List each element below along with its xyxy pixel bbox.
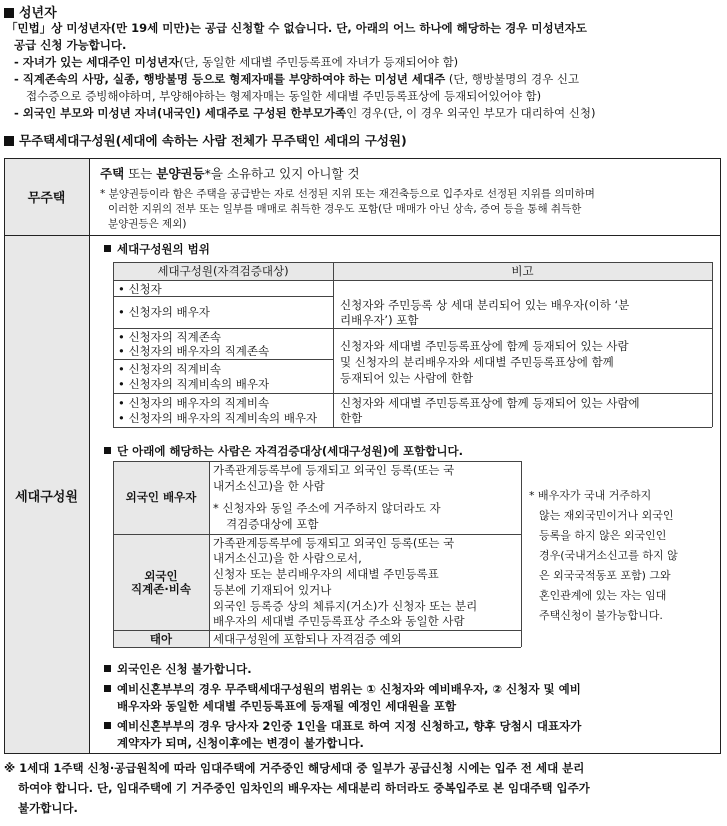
square-bullet-icon	[104, 665, 111, 672]
adult-item-3: - 외국인 부모와 미성년 자녀(내국인) 세대주로 구성된 한부모가족인 경우(단, 이 경우 외국인 부모가 대리하여 신청)	[14, 106, 596, 120]
no-house-note-1: * 분양권등이라 함은 주택을 공급받는 자로 선정된 지위 또는 재건축등으로 입주자로 선정된 지위를 의미하며	[100, 188, 595, 200]
range-row-divider	[113, 328, 712, 329]
foreign-spouse-text-3: * 신청자와 동일 주소에 거주하지 않더라도 자	[213, 501, 441, 515]
table-right-border	[720, 158, 721, 753]
footnote-line1: ※ 1세대 1주택 신청·공급원칙에 따라 임대주택에 거주중인 해당세대 중 일부가 공급신청 시에는 입주 전 세대 분리	[4, 761, 585, 775]
household-section-title: 무주택세대구성원(세대에 속하는 사람 전체가 무주택인 세대의 구성원)	[4, 131, 407, 149]
table-row-divider	[4, 235, 721, 236]
range-row3-note-1: 신청자와 세대별 주민등록표상에 함께 등재되어 있는 사람	[340, 339, 629, 353]
foreign-row-divider	[113, 630, 521, 631]
foreign-table-right	[521, 461, 522, 647]
adult-section-title: 성년자	[4, 2, 57, 21]
foreign-lineal-text-4: 등본에 기재되어 있거나	[213, 583, 332, 597]
foreign-row-divider	[113, 534, 521, 535]
bullet-prenuptial-rep-cont: 계약자가 되며, 신청이후에는 변경이 불가합니다.	[117, 736, 364, 750]
range-row-descendant: • 신청자의 직계비속	[118, 362, 221, 376]
range-row3-note-2: 및 신청자의 분리배우자와 세대별 주민등록표상에 함께	[340, 355, 614, 369]
range-row-divider	[113, 393, 712, 394]
adult-item-1: - 자녀가 있는 세대주인 미성년자(단, 동일한 세대별 주민등록표에 자녀가 등재되어야 함)	[14, 55, 459, 69]
range-row-spouse-descendant: • 신청자의 배우자의 직계비속	[118, 396, 270, 410]
square-bullet-icon	[104, 722, 111, 729]
square-bullet-icon	[104, 447, 111, 454]
range-title: 세대구성원의 범위	[104, 241, 210, 257]
range-header-right: 비고	[511, 264, 534, 278]
range-row-applicant: • 신청자	[118, 282, 162, 296]
foreign-lineal-text-2: 내거소신고)을 한 사람으로서,	[213, 551, 362, 565]
range-row4-note-1: 신청자와 세대별 주민등록표상에 함께 등재되어 있는 사람에	[340, 396, 640, 410]
no-house-statement: 주택 또는 분양권등*을 소유하고 있지 아니할 것	[100, 166, 360, 181]
foreign-spouse-label: 외국인 배우자	[125, 490, 197, 504]
range-row4-note-2: 한함	[340, 411, 363, 425]
range-row-descendant-spouse: • 신청자의 직계비속의 배우자	[118, 377, 270, 391]
include-title: 단 아래에 해당하는 사람은 자격검증대상(세대구성원)에 포함합니다.	[104, 443, 463, 459]
no-house-label: 무주택	[27, 191, 66, 206]
adult-item-2: - 직계존속의 사망, 실종, 행방불명 등으로 형제자매를 부양하여야 하는 미성년 세대주 (단, 행방불명의 경우 신고	[14, 72, 580, 86]
members-label: 세대구성원	[15, 490, 78, 505]
range-row-spouse: • 신청자의 배우자	[118, 305, 210, 319]
range-row-spouse-note-2: 리배우자’) 포함	[340, 313, 419, 327]
range-table-right	[712, 262, 713, 427]
range-header-divider	[113, 280, 712, 281]
range-table-bottom	[113, 427, 712, 428]
range-table-mid	[333, 262, 334, 427]
range-table-top	[113, 262, 712, 263]
table-bottom-border	[4, 753, 721, 754]
foreign-lineal-label: 외국인 직계존·비속	[131, 569, 191, 596]
bullet-prenuptial-rep: 예비신혼부부의 경우 당사자 2인중 1인을 대표로 하여 지정 신청하고, 향후 당첨시 대표자가	[104, 718, 581, 734]
foreign-spouse-text-1: 가족관계등록부에 등재되고 외국인 등록(또는 국	[213, 463, 455, 477]
adult-intro-line1: 「민법」상 미성년자(만 19세 미만)는 공급 신청할 수 없습니다. 단, 아래의 어느 하나에 해당하는 경우 미성년자도	[6, 21, 587, 35]
foreign-lineal-text-5: 외국인 등록증 상의 체류지(거소)가 신청자 또는 분리	[213, 599, 478, 613]
range-row-spouse-descendant-spouse: • 신청자의 배우자의 직계비속의 배우자	[118, 411, 318, 425]
range-row-spouse-note-1: 신청자와 주민등록 상 세대 분리되어 있는 배우자(이하 ‘분	[340, 298, 630, 312]
range-table-left	[113, 262, 114, 427]
bullet-prenuptial-range: 예비신혼부부의 경우 무주택세대구성원의 범위는 ① 신청자와 예비배우자, ② 신청자 및 예비	[104, 681, 581, 697]
bullet-foreigner: 외국인은 신청 불가합니다.	[104, 661, 252, 677]
adult-item-2-cont: 접수증으로 증빙해야하며, 부양해야하는 형제자매는 동일한 세대별 주민등록표상에 등재되어있어야 함)	[26, 89, 542, 103]
foreign-table-bottom	[113, 647, 521, 648]
fetus-text: 세대구성원에 포함되나 자격검증 예외	[213, 632, 402, 646]
range-row3-note-3: 등재되어 있는 사람에 한함	[340, 371, 474, 385]
foreign-lineal-text-3: 신청자 또는 분리배우자의 세대별 주민등록표	[213, 567, 439, 581]
adult-intro-line2: 공급 신청 가능합니다.	[14, 38, 127, 52]
label-column-bg	[4, 158, 89, 753]
table-top-border	[4, 158, 721, 159]
square-bullet-icon	[104, 245, 111, 252]
table-col-divider	[89, 158, 90, 753]
fetus-label: 태아	[149, 632, 173, 646]
range-row-divider	[113, 359, 333, 360]
bullet-prenuptial-range-cont: 배우자와 동일한 세대별 주민등록표에 등재될 예정인 세대원을 포함	[117, 699, 457, 713]
range-header-left: 세대구성원(자격검증대상)	[157, 264, 289, 278]
square-bullet-icon	[4, 8, 14, 18]
foreign-label-bg	[113, 461, 209, 647]
range-row-ascendant: • 신청자의 직계존속	[118, 330, 221, 344]
square-bullet-icon	[104, 685, 111, 692]
foreign-spouse-text-4: 격검증대상에 포함	[226, 517, 319, 531]
foreign-side-note: * 배우자가 국내 거주하지 않는 재외국민이거나 외국인 등록을 하지 않은 외국인인 경우(국내거소신고를 하지 않 은 외국국적동포 포함) 그와 혼인관계에 있는 자는 임대 주택신청이 불가능합니다.	[529, 489, 678, 622]
range-row-spouse-ascendant: • 신청자의 배우자의 직계존속	[118, 344, 270, 358]
foreign-lineal-text-1: 가족관계등록부에 등재되고 외국인 등록(또는 국	[213, 536, 455, 550]
footnote-line2: 하여야 합니다. 단, 임대주택에 기 거주중인 임차인의 배우자는 세대분리 하더라도 중복입주로 본 임대주택 입주가	[18, 781, 590, 795]
foreign-table-left	[113, 461, 114, 647]
square-bullet-icon	[4, 136, 14, 146]
foreign-table-mid	[209, 461, 210, 647]
footnote-line3: 불가합니다.	[18, 801, 78, 815]
no-house-note-2: 이러한 지위의 전부 또는 일부를 매매로 취득한 경우도 포함(단 매매가 아닌 상속, 증여 등을 통해 취득한	[108, 203, 582, 215]
no-house-note-3: 분양권등은 제외)	[108, 218, 187, 230]
foreign-lineal-text-6: 배우자의 세대별 주민등록표상 주소와 동일한 사람	[213, 614, 465, 628]
foreign-spouse-text-2: 내거소신고)을 한 사람	[213, 479, 325, 493]
table-left-border	[4, 158, 5, 753]
foreign-table-top	[113, 461, 521, 462]
